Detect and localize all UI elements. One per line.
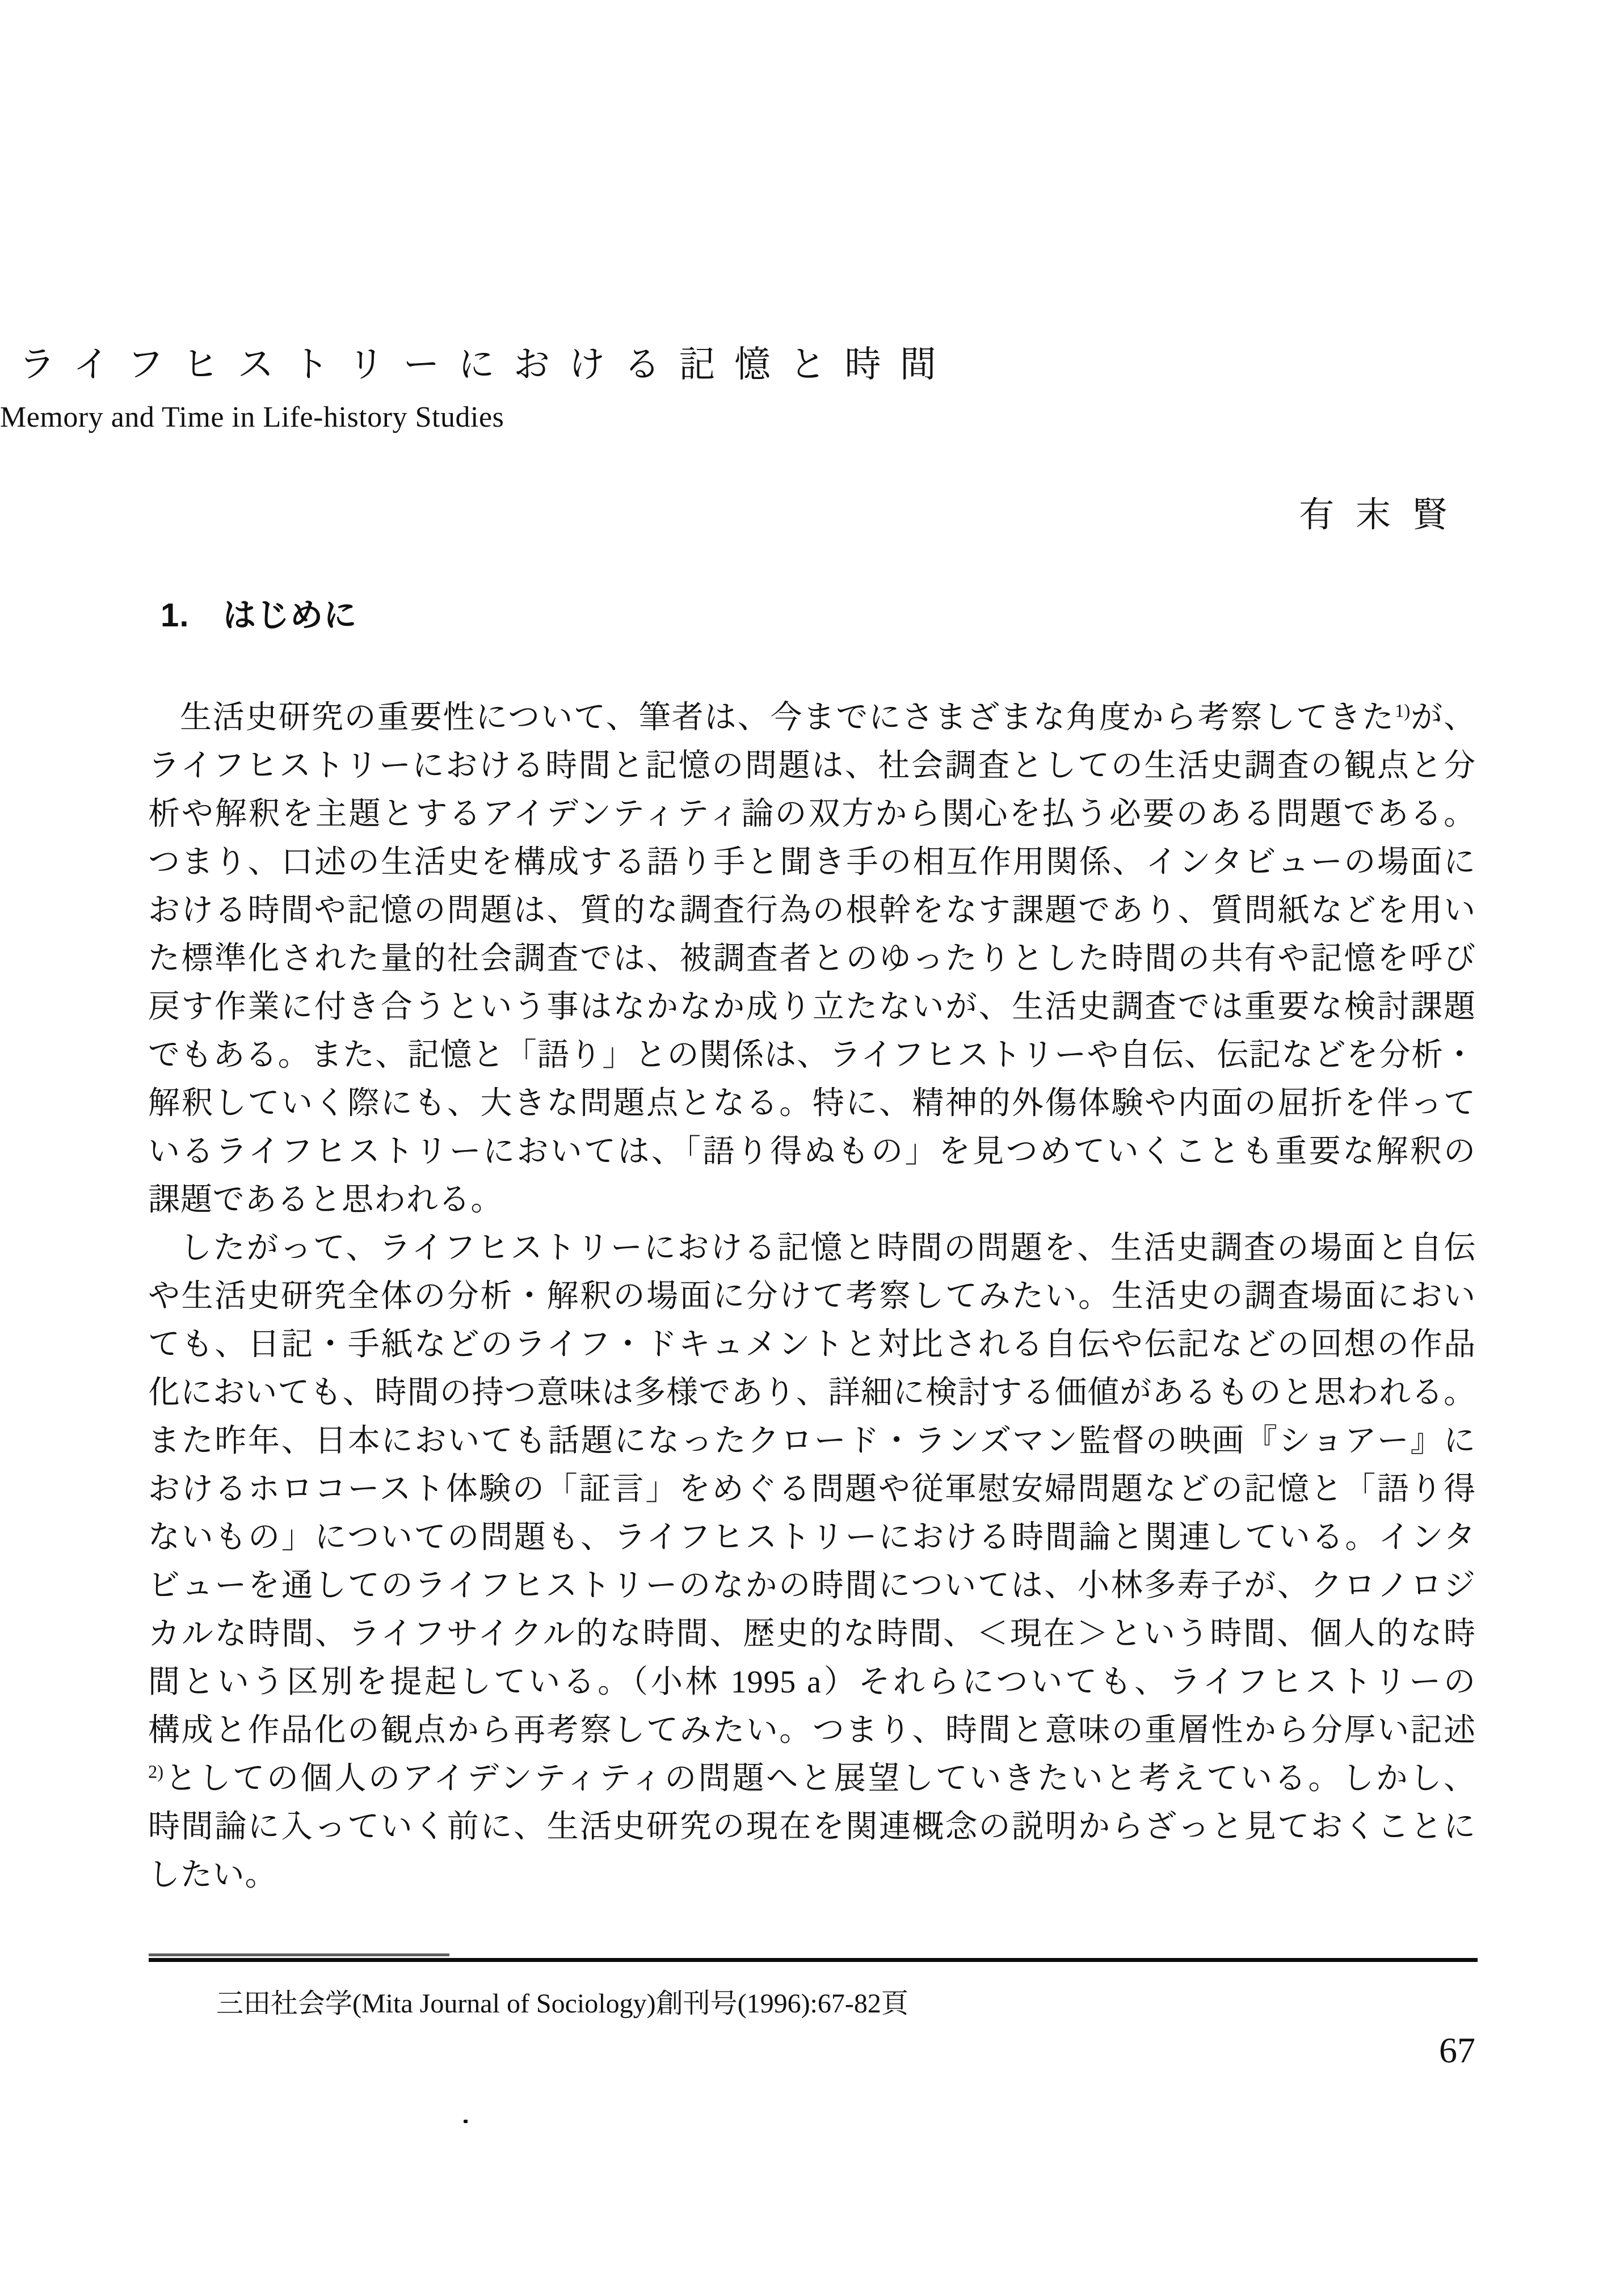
body-line: 化においても、時間の持つ意味は多様であり、詳細に検討する価値があるものと思われる。 xyxy=(148,1375,1476,1410)
body-line: 生活史研究の重要性について、筆者は、今までにさまざまな角度から考察してきた$^{1)}$が、 xyxy=(180,700,1476,735)
body-line: た標準化された量的社会調査では、被調査者とのゆったりとした時間の共有や記憶を呼び xyxy=(148,941,1476,976)
body-line: 解釈していく際にも、大きな問題点となる。特に、精神的外傷体験や内面の屈折を伴って xyxy=(148,1086,1476,1121)
article-title-japanese: ライフヒストリーにおける記憶と時間 xyxy=(19,344,956,385)
article-title-english: Memory and Time in Life-history Studies xyxy=(0,401,504,433)
footnote-rule xyxy=(149,1958,1478,1962)
section-heading-introduction: 1. はじめに xyxy=(161,597,357,634)
body-line: ても、日記・手紙などのライフ・ドキュメントと対比される自伝や伝記などの回想の作品 xyxy=(148,1327,1476,1362)
footnote-reference: 1) xyxy=(1395,701,1411,722)
body-line: ライフヒストリーにおける時間と記憶の問題は、社会調査としての生活史調査の観点と分 xyxy=(148,748,1476,784)
body-line: カルな時間、ライフサイクル的な時間、歴史的な時間、＜現在＞という時間、個人的な時 xyxy=(148,1616,1476,1652)
body-line: つまり、口述の生活史を構成する語り手と聞き手の相互作用関係、インタビューの場面に xyxy=(148,845,1476,880)
body-line: いるライフヒストリーにおいては、「語り得ぬもの」を見つめていくことも重要な解釈の xyxy=(148,1134,1476,1169)
body-line: ないもの」についての問題も、ライフヒストリーにおける時間論と関連している。インタ xyxy=(148,1520,1476,1555)
body-line: また昨年、日本においても話題になったクロード・ランズマン監督の映画『ショアー』に xyxy=(148,1424,1476,1459)
body-line: $^{2)}$としての個人のアイデンティティの問題へと展望していきたいと考えている。しかし、 xyxy=(148,1761,1476,1796)
author-name: 有 末 賢 xyxy=(1299,496,1454,534)
body-line: 間という区別を提起している。（小林 1995 a）それらについても、ライフヒストリーの xyxy=(148,1665,1476,1700)
footer-citation: 三田社会学(Mita Journal of Sociology)創刊号(1996):67-82頁 xyxy=(216,1989,908,2019)
footnote-reference: 2) xyxy=(148,1762,164,1783)
body-text xyxy=(148,694,1476,1900)
body-line: 課題であると思われる。 xyxy=(148,1182,503,1218)
page-number: 67 xyxy=(1439,2030,1475,2070)
body-line: したがって、ライフヒストリーにおける記憶と時間の問題を、生活史調査の場面と自伝 xyxy=(180,1231,1476,1266)
body-line: 構成と作品化の観点から再考察してみたい。つまり、時間と意味の重層性から分厚い記述 xyxy=(148,1713,1476,1748)
paragraph xyxy=(148,1224,1476,1900)
body-line: したい。 xyxy=(148,1858,277,1893)
body-line: や生活史研究全体の分析・解釈の場面に分けて考察してみたい。生活史の調査場面におい xyxy=(148,1279,1476,1314)
body-line: でもある。また、記憶と「語り」との関係は、ライフヒストリーや自伝、伝記などを分析・ xyxy=(148,1038,1476,1073)
body-line: おけるホロコースト体験の「証言」をめぐる問題や従軍慰安婦問題などの記憶と「語り得 xyxy=(148,1472,1476,1507)
paragraph xyxy=(148,694,1476,1224)
footnote-rule-smudge xyxy=(149,1953,449,1956)
body-line: 析や解釈を主題とするアイデンティティ論の双方から関心を払う必要のある問題である。 xyxy=(148,797,1476,832)
body-line: ビューを通してのライフヒストリーのなかの時間については、小林多寿子が、クロノロジ xyxy=(148,1568,1476,1603)
scan-speck xyxy=(464,2120,468,2123)
body-line: 戻す作業に付き合うという事はなかなか成り立たないが、生活史調査では重要な検討課題 xyxy=(148,989,1476,1025)
body-line: おける時間や記憶の問題は、質的な調査行為の根幹をなす課題であり、質問紙などを用い xyxy=(148,893,1476,928)
body-line: 時間論に入っていく前に、生活史研究の現在を関連概念の説明からざっと見ておくことに xyxy=(148,1809,1476,1845)
